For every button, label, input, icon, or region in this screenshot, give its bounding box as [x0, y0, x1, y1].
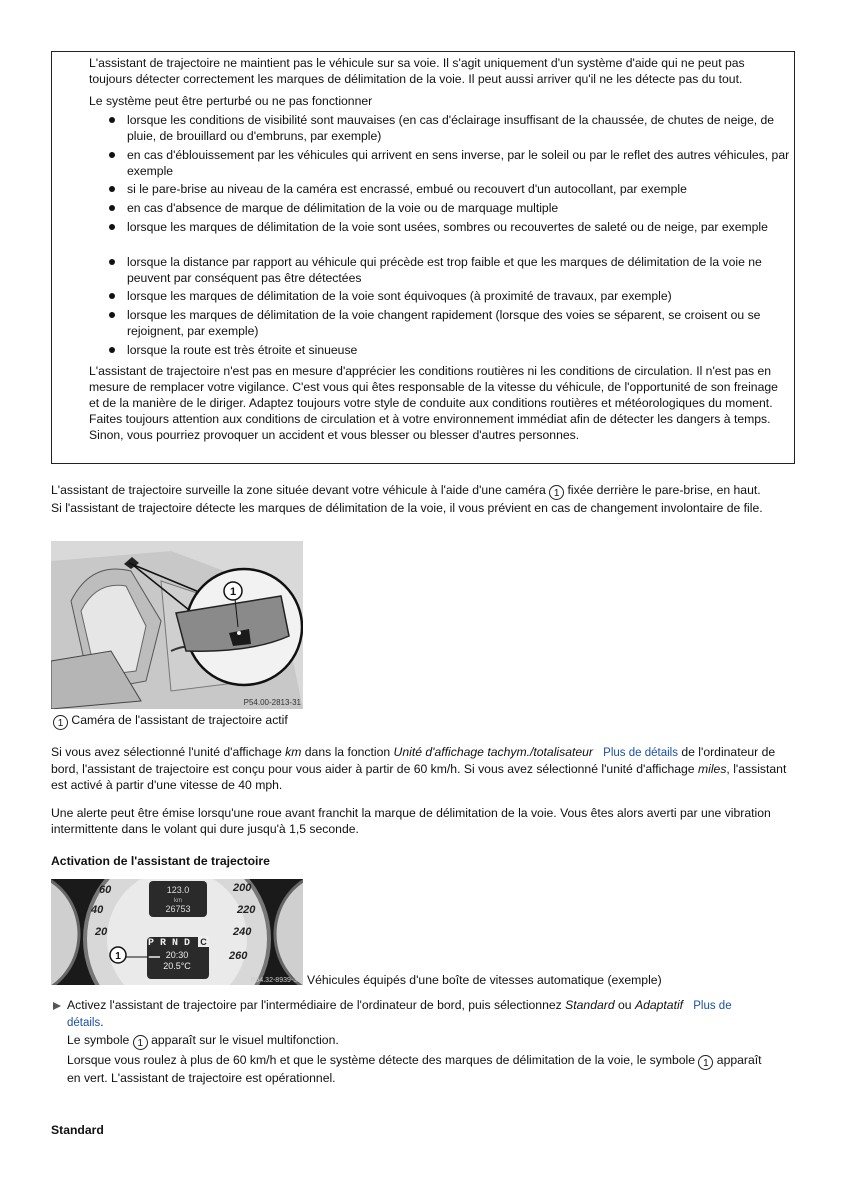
step-text: ou — [618, 998, 632, 1012]
bullet-icon — [109, 347, 115, 353]
marker-1-icon: 1 — [549, 485, 564, 500]
bullet-text: lorsque la route est très étroite et sinueuse — [127, 343, 358, 357]
marker-1-icon: 1 — [53, 715, 68, 730]
instrument-cluster-illustration — [51, 879, 303, 985]
trip-value: 123.0 — [166, 885, 190, 895]
temperature-value: 20.5°C — [163, 961, 191, 971]
green-text: Lorsque vous roulez à plus de 60 km/h et que le système détecte des marques de délimitation de la voie, le symbole — [67, 1053, 696, 1067]
tick-label: 40 — [91, 904, 104, 916]
speed-paragraph — [51, 744, 801, 793]
tick-label: 220 — [237, 904, 256, 916]
speed-text: Si vous avez sélectionné l'unité d'affichage — [51, 745, 282, 759]
activation-heading: Activation de l'assistant de trajectoire — [51, 854, 270, 868]
tick-label: 20 — [95, 926, 108, 938]
warning-paragraph-1: L'assistant de trajectoire ne maintient pas le véhicule sur sa voie. Il s'agit uniquement d'un système d'aide qui ne peut pas toujours détecter correctement les marques de délimitation de la voie. Il peut aussi arriver qu'il ne les détecte pas du tout. — [89, 56, 745, 86]
function-name: Unité d'affichage tachym./totalisateur — [393, 745, 593, 759]
intro-text: L'assistant de trajectoire surveille la zone située devant votre véhicule à l'aide d'une caméra — [51, 483, 546, 497]
bullet-icon — [109, 152, 115, 158]
green-text: en vert. L'assistant de trajectoire est opérationnel. — [67, 1071, 336, 1085]
bullet-icon — [109, 205, 115, 211]
figure-code: P54.00-2813-31 — [243, 698, 301, 707]
camera-illustration — [51, 541, 303, 709]
bullet-text: si le pare-brise au niveau de la caméra est encrassé, embué ou recouvert d'un autocollant, par exemple — [127, 182, 687, 196]
warning-paragraph-3: L'assistant de trajectoire n'est pas en mesure d'apprécier les conditions routières ni les conditions de circulation. Il n'est pas en mesure de remplacer votre vigilance. C'est vous qui êtes responsable de la vitesse du véhicule, de l'opportunité de son freinage et de la manière de le diriger. Adaptez toujours votre style de conduite aux conditions routières et météorologiques du moment. Faites toujours attention aux conditions de circulation et à votre environnement immédiat afin de détecter les dangers à temps. Sinon, vous pourriez provoquer un accident et vous blesser ou blesser d'autres personnes. — [89, 364, 778, 442]
symbol-text: apparaît sur le visuel multifonction. — [151, 1033, 339, 1047]
trip-unit: km — [174, 898, 182, 904]
bullet-icon — [109, 293, 115, 299]
bullet-icon — [109, 117, 115, 123]
bullet-text: lorsque les marques de délimitation de la voie sont équivoques (à proximité de travaux, par exemple) — [127, 289, 672, 303]
bullet-text: en cas d'absence de marque de délimitation de la voie ou de marquage multiple — [127, 201, 559, 215]
marker-1-icon: 1 — [133, 1035, 148, 1050]
tick-label: 60 — [99, 884, 112, 896]
gear-indicator: P R N D — [148, 938, 191, 949]
green-text: apparaît — [716, 1053, 762, 1067]
car-interior-graphic — [51, 541, 303, 709]
unit-km: km — [285, 745, 302, 759]
step-text: . — [100, 1015, 104, 1029]
speed-text: dans la fonction — [304, 745, 391, 759]
marker-1-icon: 1 — [698, 1055, 713, 1070]
speed-text: de l'ordinateur de bord, l'assistant de trajectoire est conçu pour vous aider à partir de 60 km/h. Si vous avez sélectionné l'unité d'affichage — [51, 745, 776, 776]
step-arrow-icon — [52, 999, 62, 1009]
bullet-text: en cas d'éblouissement par les véhicules qui arrivent en sens inverse, par le soleil ou par le reflet des autres véhicules, par exemple — [127, 148, 790, 178]
option-standard: Standard — [565, 998, 615, 1012]
mode-indicator: C — [200, 937, 207, 947]
symbol-text: Le symbole — [67, 1033, 130, 1047]
bullet-icon — [109, 312, 115, 318]
option-adaptatif: Adaptatif — [634, 998, 684, 1012]
unit-miles: miles — [697, 762, 727, 776]
standard-heading: Standard — [51, 1123, 104, 1137]
bullet-icon — [109, 224, 115, 230]
bullet-text: lorsque la distance par rapport au véhicule qui précède est trop faible et que les marques de délimitation de la voie ne peuvent par conséquent pas être détectées — [127, 255, 762, 285]
alert-paragraph: Une alerte peut être émise lorsqu'une roue avant franchit la marque de délimitation de la voie. Vous êtes alors averti par une vibration intermittente dans le volant qui dure jusqu'à 1,5 seconde. — [51, 806, 771, 836]
bullet-icon — [109, 186, 115, 192]
speed-text: , l'assistant est activé à partir d'une vitesse de 40 mph. — [51, 762, 787, 792]
step-text: Activez l'assistant de trajectoire par l'intermédiaire de l'ordinateur de bord, puis sélectionnez — [67, 998, 562, 1012]
cluster-graphic — [51, 879, 303, 985]
tick-label: 200 — [233, 882, 252, 894]
intro-text: Si l'assistant de trajectoire détecte les marques de délimitation de la voie, il vous prévient en cas de changement involontaire de file. — [51, 501, 763, 515]
intro-text: fixée derrière le pare-brise, en haut. — [567, 483, 761, 497]
more-details-link[interactable]: détails — [67, 1017, 101, 1029]
bullet-icon — [109, 259, 115, 265]
intro-paragraph — [51, 482, 801, 516]
bullet-text: lorsque les conditions de visibilité sont mauvaises (en cas d'éclairage insuffisant de la chaussée, de chutes de neige, de pluie, de brouillard ou d'embruns, par exemple) — [127, 113, 775, 143]
figure-marker-1: 1 — [115, 951, 121, 962]
figure-marker-1: 1 — [229, 586, 237, 598]
odometer-value: 26753 — [165, 904, 191, 914]
tick-label: 240 — [233, 926, 252, 938]
symbol-line — [67, 1032, 787, 1050]
more-details-link[interactable]: Plus de détails — [603, 747, 678, 759]
tick-label: 260 — [229, 950, 248, 962]
warning-paragraph-2: Le système peut être perturbé ou ne pas fonctionner — [89, 94, 373, 108]
figure2-caption: Véhicules équipés d'une boîte de vitesses automatique (exemple) — [307, 973, 662, 987]
activation-step — [67, 997, 787, 1031]
figure-code: P54.32-8939-31 — [250, 977, 301, 984]
bullet-text: lorsque les marques de délimitation de la voie sont usées, sombres ou recouvertes de saleté ou de neige, par exemple — [127, 220, 768, 234]
figure-caption — [53, 712, 353, 730]
more-details-link[interactable]: Plus de — [693, 1000, 732, 1012]
bullet-text: lorsque les marques de délimitation de la voie changent rapidement (lorsque des voies se séparent, se croisent ou se rejoignent, par exemple) — [127, 308, 761, 338]
clock-value: 20:30 — [165, 950, 189, 960]
green-paragraph — [67, 1052, 802, 1086]
caption-text: Caméra de l'assistant de trajectoire actif — [71, 713, 288, 727]
